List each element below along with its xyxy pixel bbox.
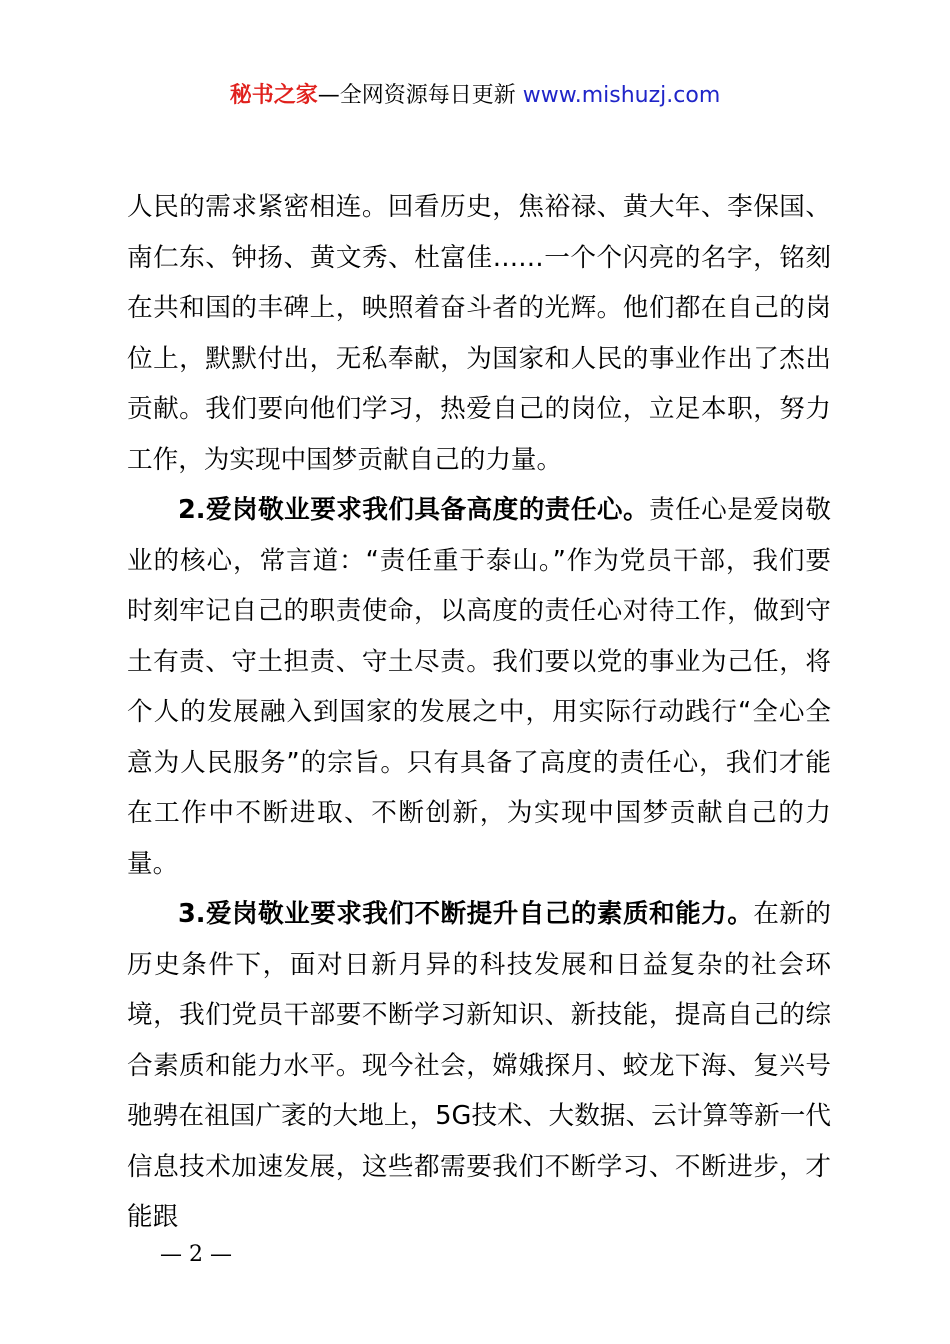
paragraph-heading: 3.爱岗敬业要求我们不断提升自己的素质和能力。 (178, 899, 754, 929)
site-url-link[interactable]: www.mishuzj.com (522, 83, 721, 108)
paragraph-text: 人民的需求紧密相连。回看历史，焦裕禄、黄大年、李保国、南仁东、钟扬、黄文秀、杜富佳……一个个闪亮的名字，铭刻在共和国的丰碑上，映照着奋斗者的光辉。他们都在自己的岗位上，默默付出，无私奉献，为国家和人民的事业作出了杰出贡献。我们要向他们学习，热爱自己的岗位，立足本职，努力工作，为实现中国梦贡献自己的力量。 (127, 192, 831, 475)
document-body (127, 182, 831, 1243)
site-header (0, 80, 950, 112)
paragraph-responsibility (127, 485, 831, 889)
paragraph-heading: 2.爱岗敬业要求我们具备高度的责任心。 (178, 495, 650, 525)
page-number: — 2 — (160, 1242, 232, 1267)
header-tagline: —全网资源每日更新 (317, 83, 516, 108)
paragraph-continuation (127, 182, 831, 485)
brand-name: 秘书之家 (229, 83, 318, 108)
paragraph-ability (127, 889, 831, 1243)
paragraph-text: 在新的历史条件下，面对日新月异的科技发展和日益复杂的社会环境，我们党员干部要不断学习新知识、新技能，提高自己的综合素质和能力水平。现今社会，嫦娥探月、蛟龙下海、复兴号驰骋在祖国广袤的大地上，5G技术、大数据、云计算等新一代信息技术加速发展，这些都需要我们不断学习、不断进步，才能跟 (127, 899, 831, 1232)
paragraph-text: 责任心是爱岗敬业的核心，常言道：“责任重于泰山。”作为党员干部，我们要时刻牢记自己的职责使命，以高度的责任心对待工作，做到守土有责、守土担责、守土尽责。我们要以党的事业为己任，将个人的发展融入到国家的发展之中，用实际行动践行“全心全意为人民服务”的宗旨。只有具备了高度的责任心，我们才能在工作中不断进取、不断创新，为实现中国梦贡献自己的力量。 (127, 495, 831, 879)
